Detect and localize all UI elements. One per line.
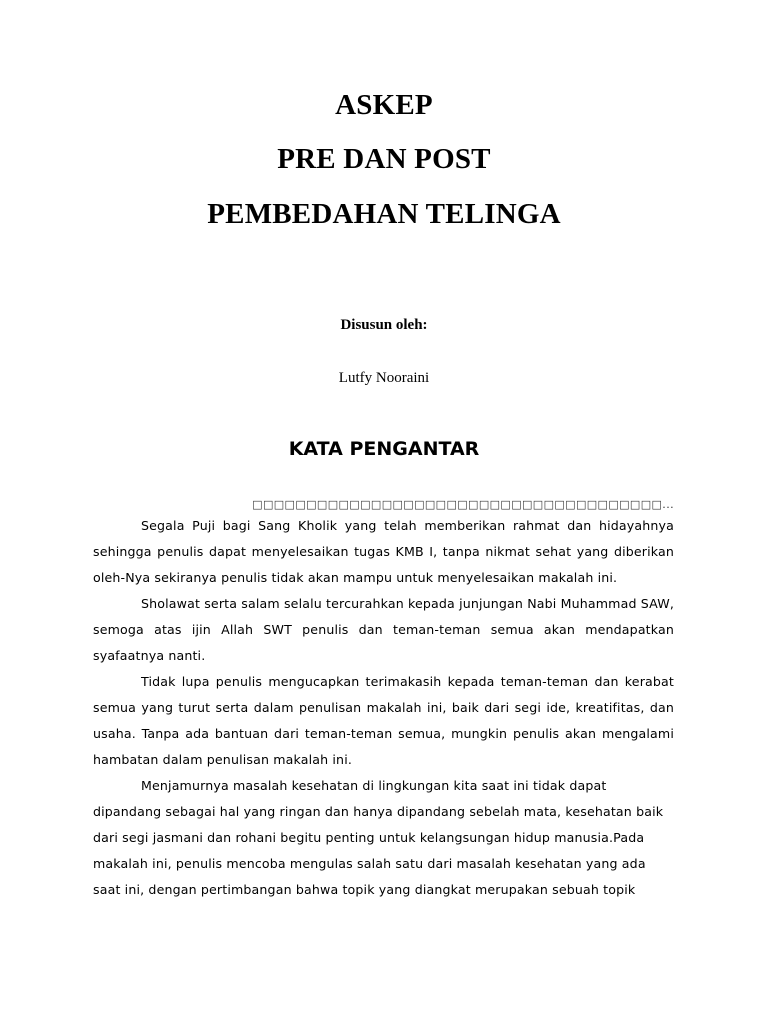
- title-line-3: PEMBEDAHAN TELINGA: [207, 198, 561, 230]
- author-name: Lutfy Nooraini: [338, 370, 430, 386]
- paragraph-1: Segala Puji bagi Sang Kholik yang telah memberikan rahmat dan hidayahnya sehingga penulis dapat menyelesaikan tugas KMB I, tanpa nikmat sehat yang diberikan oleh-Nya sekiranya penulis tidak akan mampu untuk menyelesaikan makalah ini.: [93, 518, 674, 585]
- paragraph-3: Tidak lupa penulis mengucapkan terimakasih kepada teman-teman dan kerabat semua yang turut serta dalam penulisan makalah ini, baik dari segi ide, kreatifitas, dan usaha. Tanpa ada bantuan dari teman-teman semua, mungkin penulis akan mengalami hambatan dalam penulisan makalah ini.: [93, 674, 674, 767]
- byline-label: Disusun oleh:: [340, 317, 428, 333]
- body-text: [93, 513, 674, 903]
- garbled-glyph-row: □□□□□□□□□□□□□□□□□□□□□□□□□□□□□□□□□□□□□□...: [252, 498, 674, 511]
- paragraph-2: Sholawat serta salam selalu tercurahkan kepada junjungan Nabi Muhammad SAW, semoga atas ijin Allah SWT penulis dan teman-teman semua akan mendapatkan syafaatnya nanti.: [93, 596, 674, 663]
- paragraph-4: Menjamurnya masalah kesehatan di lingkungan kita saat ini tidak dapat dipandang sebagai hal yang ringan dan hanya dipandang sebelah mata, kesehatan baik dari segi jasmani dan rohani begitu penting untuk kelangsungan hidup manusia.Pada makalah ini, penulis mencoba mengulas salah satu dari masalah kesehatan yang ada saat ini, dengan pertimbangan bahwa topik yang diangkat merupakan sebuah topik: [93, 778, 664, 897]
- title-line-2: PRE DAN POST: [277, 143, 491, 175]
- section-heading: KATA PENGANTAR: [288, 438, 480, 460]
- title-line-1: ASKEP: [335, 89, 433, 121]
